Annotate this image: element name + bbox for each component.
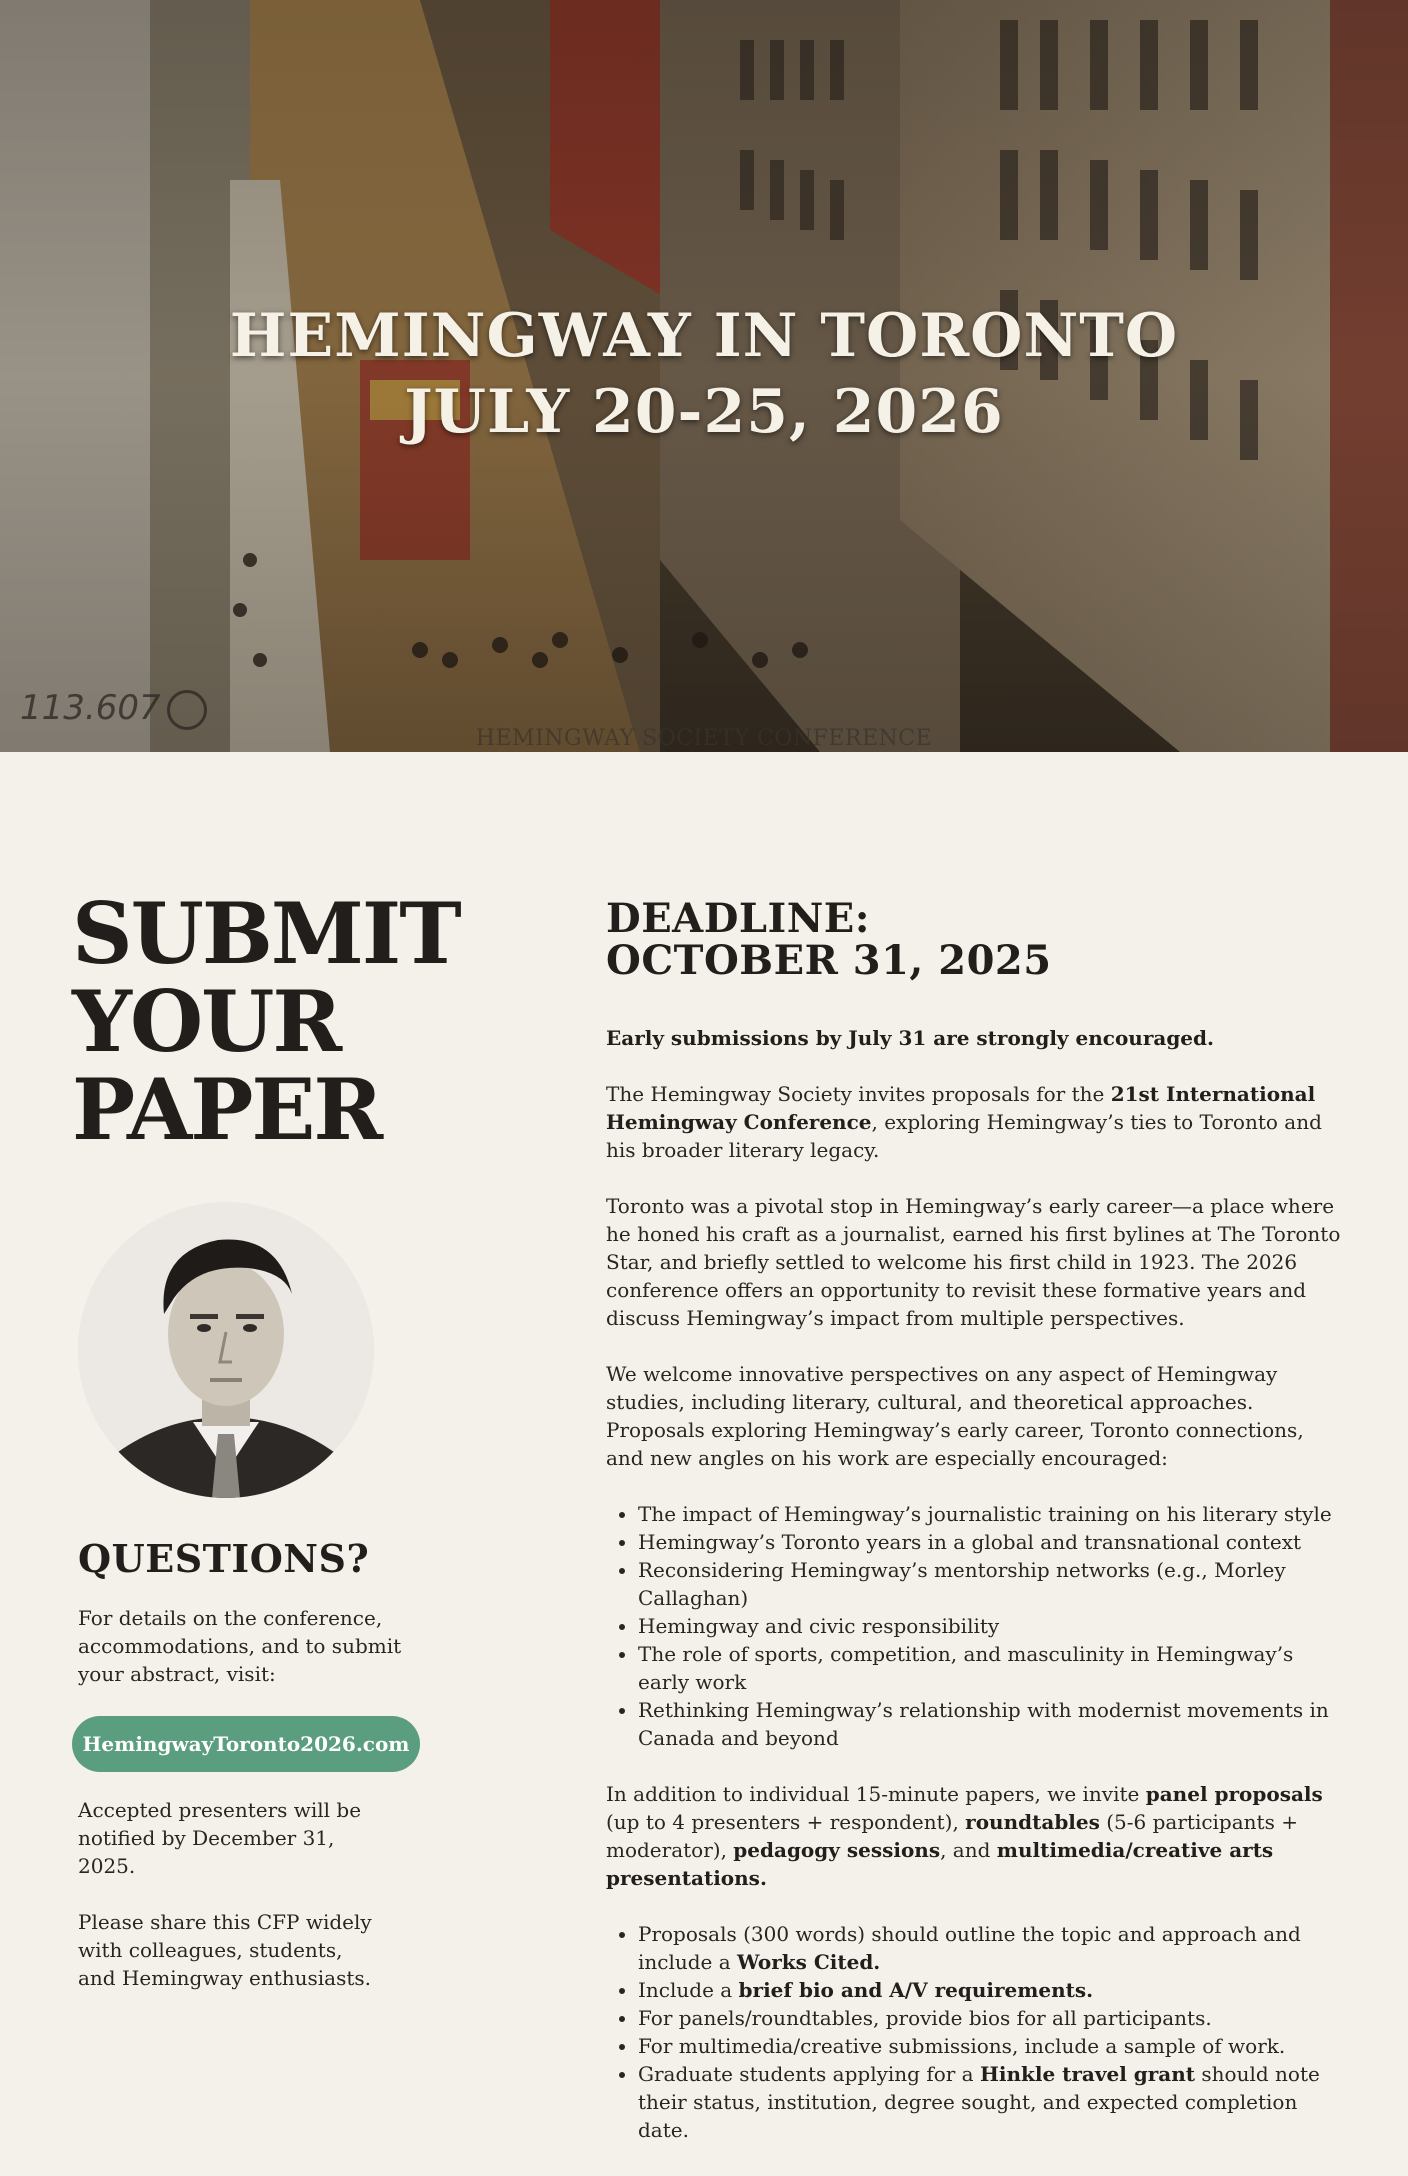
hemingway-portrait [78, 1202, 374, 1498]
format-multimedia: multimedia/creative arts presentations. [606, 1838, 1274, 1890]
plate-number [20, 688, 207, 730]
topic-item: • Hemingway’s Toronto years in a global and transnational context [638, 1528, 1346, 1556]
topic-item: • Hemingway and civic responsibility [638, 1612, 1346, 1640]
formats-text: (up to 4 presenters + respondent), [606, 1810, 966, 1834]
guideline-text: Proposals (300 words) should outline the topic and approach and include a [638, 1922, 1301, 1974]
guideline-bold: Works Cited. [737, 1950, 881, 1974]
deadline-line-2: OCTOBER 31, 2025 [606, 937, 1052, 984]
deadline-line-1: DEADLINE: [606, 895, 871, 942]
guideline-text: Graduate students applying for a [638, 2062, 980, 2086]
guideline-text: Include a [638, 1978, 739, 2002]
early-submission-note: Early submissions by July 31 are strongly encouraged. [606, 1026, 1214, 1050]
format-roundtables: roundtables [965, 1810, 1100, 1834]
submit-title-line-2: YOUR [72, 972, 341, 1071]
guidelines-list [606, 1920, 1346, 2144]
submit-title-line-1: SUBMIT [72, 884, 460, 983]
cfp-details [606, 895, 1346, 2172]
guideline-item [638, 1920, 1346, 1976]
guideline-item: • For multimedia/creative submissions, include a sample of work. [638, 2032, 1346, 2060]
topic-item: • The impact of Hemingway’s journalistic training on his literary style [638, 1500, 1346, 1528]
formats-paragraph [606, 1780, 1346, 1892]
topics-list [606, 1500, 1346, 1752]
deadline-heading [606, 895, 1346, 984]
guideline-item [638, 1976, 1346, 2004]
conference-name: 21st International Hemingway Conference [606, 1082, 1316, 1134]
formats-text: In addition to individual 15-minute papers, we invite [606, 1782, 1146, 1806]
questions-title: QUESTIONS? [78, 1536, 370, 1581]
topic-item: • The role of sports, competition, and masculinity in Hemingway’s early work [638, 1640, 1346, 1696]
submit-title [72, 884, 532, 1159]
intro-paragraph [606, 1080, 1346, 1164]
circle-mark-icon [167, 690, 207, 730]
submit-title-line-3: PAPER [72, 1060, 382, 1159]
formats-text: (5-6 participants + moderator), [606, 1810, 1298, 1862]
portrait-illustration [78, 1202, 374, 1498]
topic-item: • Reconsidering Hemingway’s mentorship networks (e.g., Morley Callaghan) [638, 1556, 1346, 1612]
guideline-item: • For panels/roundtables, provide bios for all participants. [638, 2004, 1346, 2032]
welcome-paragraph: We welcome innovative perspectives on any aspect of Hemingway studies, including literary, cultural, and theoretical approaches. Proposals exploring Hemingway’s early career, Toronto connections, and new angles on his work are especially encouraged: [606, 1362, 1304, 1470]
hero-title [0, 298, 1408, 450]
topic-item: • Rethinking Hemingway’s relationship with modernist movements in Canada and beyond [638, 1696, 1346, 1752]
hero-title-line-1: HEMINGWAY IN TORONTO [229, 301, 1179, 371]
plate-number-text: 113.607 [20, 688, 161, 728]
format-pedagogy: pedagogy sessions [733, 1838, 941, 1862]
guideline-bold: Hinkle travel grant [979, 2062, 1196, 2086]
intro-text-after: , exploring Hemingway’s ties to Toronto and his broader literary legacy. [606, 1110, 1322, 1162]
guideline-bold: brief bio and A/V requirements. [738, 1978, 1094, 2002]
hero-banner [0, 0, 1408, 752]
format-panel: panel proposals [1145, 1782, 1323, 1806]
guideline-text: should note their status, institution, degree sought, and expected completion date. [638, 2062, 1320, 2142]
questions-text: For details on the conference, accommodations, and to submit your abstract, visit: [78, 1606, 402, 1686]
guideline-item [638, 2060, 1346, 2144]
notification-text: Accepted presenters will be notified by December 31, 2025. [78, 1798, 362, 1878]
toronto-paragraph: Toronto was a pivotal stop in Hemingway’s early career—a place where he honed his craft as a journalist, earned his first bylines at The Toronto Star, and briefly settled to welcome his first child in 1923. The 2026 conference offers an opportunity to revisit these formative years and discuss Hemingway’s impact from multiple perspectives. [606, 1194, 1341, 1330]
share-text: Please share this CFP widely with colleagues, students, and Hemingway enthusiasts. [78, 1910, 372, 1990]
hero-caption: HEMINGWAY SOCIETY CONFERENCE [475, 726, 933, 751]
intro-text-before: The Hemingway Society invites proposals for the [606, 1082, 1111, 1106]
formats-text: , and [940, 1838, 997, 1862]
hero-title-line-2: JULY 20-25, 2026 [404, 377, 1004, 447]
website-link-button[interactable]: HemingwayToronto2026.com [72, 1716, 420, 1772]
